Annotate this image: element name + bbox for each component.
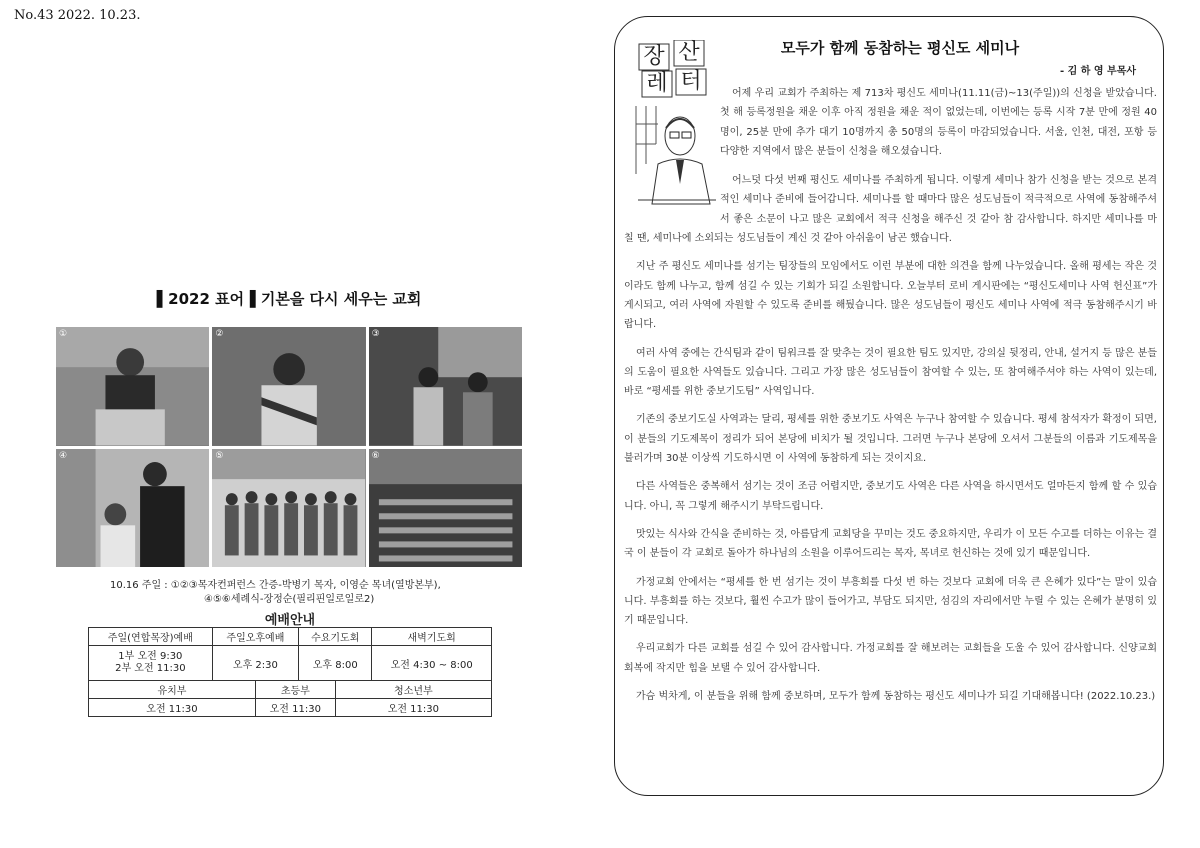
caption-line-2: ④⑤⑥세례식-장정순(필리핀일로일로2) bbox=[204, 594, 375, 605]
photo-4-image bbox=[56, 449, 209, 568]
header-sunday-afternoon: 주일오후예배 bbox=[212, 628, 298, 646]
photo-grid bbox=[56, 327, 522, 567]
header-sunday-service: 주일(연합목장)예배 bbox=[89, 628, 213, 646]
letter-title: 모두가 함께 동참하는 평신도 세미나 bbox=[780, 39, 1020, 57]
stamp-char: 터 bbox=[680, 69, 702, 94]
table-row bbox=[89, 699, 492, 717]
header-wednesday-prayer: 수요기도회 bbox=[299, 628, 372, 646]
photo-number: ① bbox=[59, 329, 68, 339]
time-kindergarten: 오전 11:30 bbox=[89, 699, 256, 717]
caption-line-1: 10.16 주일 : ①②③목자컨퍼런스 간증-박병기 목자, 이영순 목녀(열방본부), bbox=[110, 580, 441, 591]
table-row bbox=[89, 628, 492, 646]
letter-paragraph: 기존의 중보기도실 사역과는 달리, 평세를 위한 중보기도 사역은 누구나 참여할 수 있습니다. 평세 참석자가 확정이 되면, 이 분들의 기도제목이 정리가 되어 본당에 비치가 될 것입니다. 그러면 누구나 본당에 오셔서 그분들의 이름과 기도제목을 불러가며 30분 이상씩 기도하시면 이 사역에 동참하게 되는 것이지요. bbox=[624, 414, 1157, 465]
letter-paragraph: 가슴 벅차게, 이 분들을 위해 함께 중보하며, 모두가 함께 동참하는 평신도 세미나가 되길 기대해봅니다! (2022.10.23.) bbox=[636, 691, 1156, 703]
header-youth: 청소년부 bbox=[335, 681, 491, 699]
photo-4 bbox=[56, 449, 209, 568]
time-youth: 오전 11:30 bbox=[335, 699, 491, 717]
issue-number: No.43 2022. 10.23. bbox=[14, 8, 141, 23]
year-motto: ▌2022 표어▐ 기본을 다시 세우는 교회 bbox=[156, 290, 422, 308]
photo-1 bbox=[56, 327, 209, 446]
photo-6-image bbox=[369, 449, 522, 568]
photo-number: ⑥ bbox=[371, 450, 380, 461]
stamp-char: 레 bbox=[646, 71, 668, 96]
header-kindergarten: 유치부 bbox=[89, 681, 256, 699]
letter-body bbox=[624, 84, 1157, 715]
photo-number: ② bbox=[215, 329, 224, 339]
photo-1-image bbox=[56, 327, 209, 446]
time-wednesday-prayer: 오후 8:00 bbox=[299, 646, 372, 681]
letter-author: - 김 하 영 부목사 bbox=[1060, 66, 1137, 77]
photo-number: ④ bbox=[59, 450, 68, 461]
photo-2-image bbox=[212, 327, 365, 446]
letter-paragraph: 어제 우리 교회가 주최하는 제 713차 평신도 세미나(11.11(금)~13(주일))의 신청을 받았습니다. 첫 해 등록정원을 채운 이후 아직 정원을 채운 적이 없었는데, 이번에는 등록 시작 7분 만에 정원 40명이, 25분 만에 추가 대기 10명까지 총 50명의 등록이 마감되었습니다. 서울, 인천, 대전, 포항 등 다양한 지역에서 많은 분들이 신청을 해오셨습니다. bbox=[720, 88, 1157, 157]
photo-5-image bbox=[212, 449, 365, 568]
stamp-char: 장 bbox=[643, 44, 665, 69]
letter-paragraph: 여러 사역 중에는 간식팀과 같이 팀워크를 잘 맞추는 것이 필요한 팀도 있지만, 강의실 뒷정리, 안내, 설거지 등 많은 분들의 도움이 필요한 사역들도 있습니다. 그리고 가장 많은 성도님들이 참여할 수 있는, 또 참여해주셔야 하는 사역이 있는데, 바로 “평세를 위한 중보기도팀” 사역입니다. bbox=[624, 347, 1157, 398]
worship-guide-title: 예배안내 bbox=[264, 613, 316, 628]
time-elementary: 오전 11:30 bbox=[255, 699, 335, 717]
header-elementary: 초등부 bbox=[255, 681, 335, 699]
stamp-char: 산 bbox=[678, 40, 700, 65]
letter-paragraph: 어느덧 다섯 번째 평신도 세미나를 주최하게 됩니다. 이렇게 세미나 참가 신청을 받는 것으로 본격적인 세미나 준비에 들어갑니다. 세미나를 할 때마다 많은 성도님들이 적극적으로 사역에 동참해주셔서 좋은 소문이 나고 많은 교회에서 적극 신청을 해주신 것 같아 참 감사합니다. 하지만 세미나를 마칠 땐, 세미나에 소외되는 성도님들이 계신 것 같아 아쉬움이 남곤 했습니다. bbox=[624, 175, 1157, 245]
time-sunday-service: 1부 오전 9:30 2부 오전 11:30 bbox=[89, 646, 213, 681]
photo-number: ⑤ bbox=[215, 450, 224, 461]
portrait-float-spacer bbox=[624, 84, 720, 217]
photo-3 bbox=[369, 327, 522, 446]
header-dawn-prayer: 새벽기도회 bbox=[372, 628, 492, 646]
worship-schedule-table bbox=[88, 627, 492, 717]
letter-paragraph: 지난 주 평신도 세미나를 섬기는 팀장들의 모임에서도 이런 부분에 대한 의견을 함께 나누었습니다. 올해 평세는 작은 것이라도 함께 나누고, 함께 섬길 수 있는 기회가 되길 소원합니다. 오늘부터 로비 게시판에는 “평신도세미나 사역 헌신표”가 게시되고, 여러 사역에 자원할 수 있도록 준비를 해뒀습니다. 많은 성도님들이 평신도 세미나 사역에 적극 동참해주시기 바랍니다. bbox=[624, 261, 1157, 331]
photo-number: ③ bbox=[371, 329, 380, 339]
letter-paragraph: 다른 사역들은 중복해서 섬기는 것이 조금 어렵지만, 중보기도 사역은 다른 사역을 하시면서도 얼마든지 함께 할 수 있습니다. 아니, 꼭 그렇게 해주시기 부탁드립니다. bbox=[624, 481, 1157, 512]
photo-2 bbox=[212, 327, 365, 446]
photo-3-image bbox=[369, 327, 522, 446]
photo-6 bbox=[369, 449, 522, 568]
letter-paragraph: 가정교회 안에서는 “평세를 한 번 섬기는 것이 부흥회를 다섯 번 하는 것보다 교회에 더욱 큰 은혜가 있다”는 말이 있습니다. 부흥회를 하는 것보다, 훨씬 수고가 많이 들어가고, 부담도 되지만, 섬김의 자리에서만 누릴 수 있는 은혜가 분명히 있기 때문입니다. bbox=[624, 576, 1157, 627]
photo-5 bbox=[212, 449, 365, 568]
time-sunday-afternoon: 오후 2:30 bbox=[212, 646, 298, 681]
time-dawn-prayer: 오전 4:30 ~ 8:00 bbox=[372, 646, 492, 681]
photo-caption bbox=[110, 579, 490, 607]
letter-paragraph: 우리교회가 다른 교회를 섬길 수 있어 감사합니다. 가정교회를 잘 해보려는 교회들을 도울 수 있어 감사합니다. 신양교회 회복에 작지만 힘을 보탤 수 있어 감사합니다. bbox=[624, 643, 1157, 674]
table-row bbox=[89, 646, 492, 681]
letter-paragraph: 맛있는 식사와 간식을 준비하는 것, 아름답게 교회당을 꾸미는 것도 중요하지만, 우리가 이 모든 수고를 더하는 이유는 결국 이 분들이 각 교회로 돌아가 하나님의 소원을 이루어드리는 목자, 목녀로 헌신하는 것에 있기 때문입니다. bbox=[624, 528, 1157, 560]
table-row bbox=[89, 681, 492, 699]
